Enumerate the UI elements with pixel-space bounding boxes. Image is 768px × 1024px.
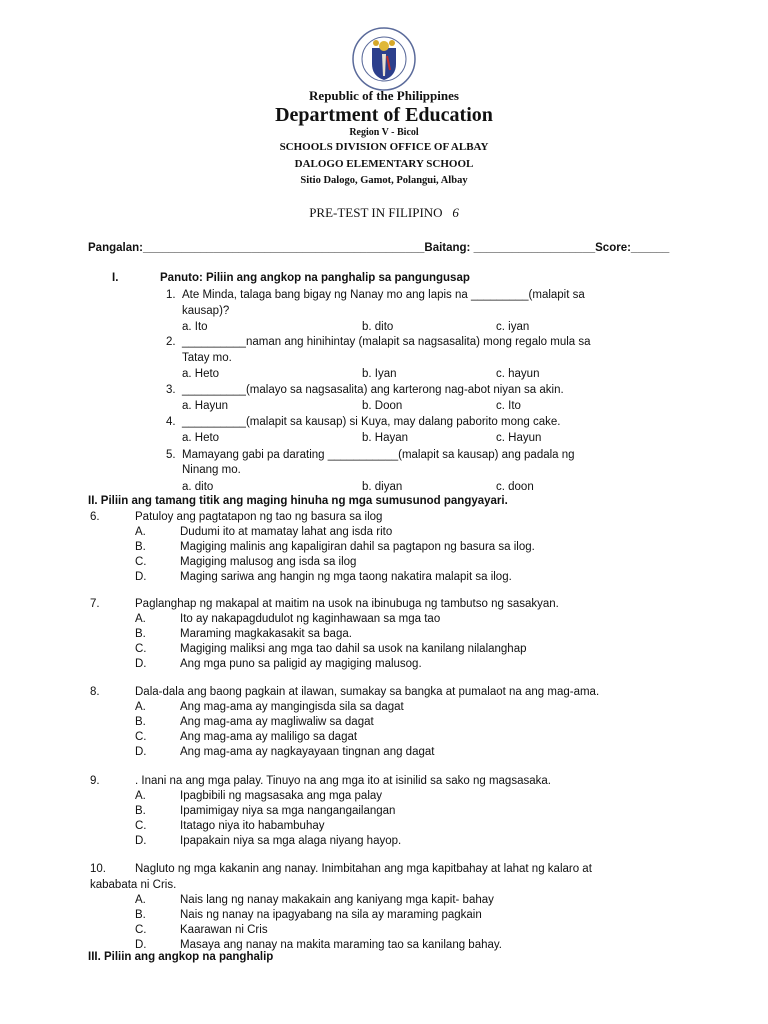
question-number: 9.: [90, 775, 100, 787]
choice-text: Dudumi ito at mamatay lahat ang isda rito: [180, 526, 393, 538]
choice-text: Ipagbibili ng magsasaka ang mga palay: [180, 790, 383, 802]
choice-text: Ito ay nakapagdudulot ng kaginhawaan sa mga tao: [180, 613, 441, 625]
score-label: Score:: [595, 242, 631, 254]
question-text: __________(malayo sa nagsasalita) ang karterong nag-abot niyan sa akin.: [182, 384, 564, 396]
choice-text: Ang mga puno sa paligid ay magiging malusog.: [180, 658, 422, 670]
answer-option: c. iyan: [496, 321, 530, 333]
choice-text: Nais lang ng nanay makakain ang kaniyang mga kapit- bahay: [180, 894, 494, 906]
question-text: kausap)?: [182, 305, 230, 317]
grade-number: 6: [452, 205, 459, 220]
choice-text: Magiging malinis ang kapaligiran dahil sa pagtapon ng basura sa ilog.: [180, 541, 535, 553]
choice-letter: C.: [135, 556, 147, 568]
choice-letter: C.: [135, 924, 147, 936]
question-number: 7.: [90, 598, 100, 610]
choice-letter: A.: [135, 790, 146, 802]
choice-text: Ipamimigay niya sa mga nangangailangan: [180, 805, 396, 817]
question-text: __________(malapit sa kausap) si Kuya, may dalang paborito mong cake.: [182, 416, 561, 428]
choice-letter: D.: [135, 658, 147, 670]
choice-letter: D.: [135, 939, 147, 951]
answer-option: c. Hayun: [496, 432, 542, 444]
question-text: Ninang mo.: [182, 464, 241, 476]
score-blank[interactable]: ______: [630, 242, 670, 254]
choice-text: Ang mag-ama ay maliligo sa dagat: [180, 731, 358, 743]
question-number: 3.: [166, 384, 176, 396]
choice-letter: B.: [135, 541, 146, 553]
part1-instruction: Panuto: Piliin ang angkop na panghalip sa pangungusap: [160, 272, 470, 284]
answer-option: b. Iyan: [362, 368, 397, 380]
choice-letter: D.: [135, 746, 147, 758]
answer-option: a. Heto: [182, 432, 220, 444]
choice-text: Kaarawan ni Cris: [180, 924, 268, 936]
part3-instruction: III. Piliin ang angkop na panghalip: [88, 951, 274, 963]
choice-letter: D.: [135, 835, 147, 847]
answer-option: a. dito: [182, 481, 214, 493]
answer-option: c. doon: [496, 481, 534, 493]
choice-text: Itatago niya ito habambuhay: [180, 820, 325, 832]
question-number: 2.: [166, 336, 176, 348]
division-line: SCHOOLS DIVISION OFFICE OF ALBAY: [279, 141, 489, 153]
answer-option: c. hayun: [496, 368, 540, 380]
answer-option: b. diyan: [362, 481, 403, 493]
choice-letter: A.: [135, 894, 146, 906]
school-address: Sitio Dalogo, Gamot, Polangui, Albay: [300, 175, 468, 186]
grade-label: Baitang:: [424, 242, 471, 254]
answer-option: a. Heto: [182, 368, 220, 380]
question-text: Paglanghap ng makapal at maitim na usok na ibinubuga ng tambutso ng sasakyan.: [135, 598, 559, 610]
question-text: Dala-dala ang baong pagkain at ilawan, sumakay sa bangka at pumalaot na ang mag-ama.: [135, 686, 600, 698]
question-number: 1.: [166, 289, 176, 301]
choice-text: Ang mag-ama ay mangingisda sila sa dagat: [180, 701, 404, 713]
question-number: 5.: [166, 449, 176, 461]
answer-option: b. Hayan: [362, 432, 409, 444]
name-label: Pangalan:: [88, 242, 143, 254]
region-line: Region V - Bicol: [349, 127, 419, 138]
question-text: kababata ni Cris.: [90, 879, 177, 891]
question-text: Patuloy ang pagtatapon ng tao ng basura sa ilog: [135, 511, 383, 523]
question-number: 10.: [90, 863, 106, 875]
choice-text: Ipapakain niya sa mga alaga niyang hayop.: [180, 835, 402, 847]
choice-letter: A.: [135, 613, 146, 625]
school-name: DALOGO ELEMENTARY SCHOOL: [294, 158, 474, 170]
choice-text: Ang mag-ama ay nagkayayaan tingnan ang dagat: [180, 746, 435, 758]
choice-letter: A.: [135, 701, 146, 713]
question-text: Tatay mo.: [182, 352, 232, 364]
choice-text: Masaya ang nanay na makita maraming tao sa kanilang bahay.: [180, 939, 502, 951]
choice-letter: D.: [135, 571, 147, 583]
choice-letter: B.: [135, 805, 146, 817]
question-number: 8.: [90, 686, 100, 698]
republic-line: Republic of the Philippines: [309, 88, 459, 103]
answer-option: a. Ito: [182, 321, 208, 333]
test-title: [0, 205, 768, 221]
choice-letter: C.: [135, 820, 147, 832]
answer-option: b. dito: [362, 321, 394, 333]
choice-letter: C.: [135, 643, 147, 655]
department-title: Department of Education: [275, 104, 493, 126]
question-number: 4.: [166, 416, 176, 428]
choice-letter: C.: [135, 731, 147, 743]
part2-instruction: II. Piliin ang tamang titik ang maging hinuha ng mga sumusunod pangyayari.: [88, 495, 508, 507]
choice-text: Magiging maliksi ang mga tao dahil sa usok na kanilang nilalanghap: [180, 643, 527, 655]
choice-letter: B.: [135, 716, 146, 728]
question-text: Mamayang gabi pa darating ___________(malapit sa kausap) ang padala ng: [182, 449, 575, 461]
choice-text: Maraming magkakasakit sa baga.: [180, 628, 352, 640]
name-blank[interactable]: ____________________________________________: [142, 242, 425, 254]
deped-seal-logo: [340, 26, 428, 92]
question-text: . Inani na ang mga palay. Tinuyo na ang mga ito at isinilid sa sako ng magsasaka.: [135, 775, 551, 787]
choice-letter: B.: [135, 628, 146, 640]
answer-option: c. Ito: [496, 400, 521, 412]
student-info-fields: [88, 241, 669, 255]
grade-blank[interactable]: ___________________: [473, 242, 596, 254]
choice-text: Maging sariwa ang hangin ng mga taong nakatira malapit sa ilog.: [180, 571, 512, 583]
answer-option: a. Hayun: [182, 400, 229, 412]
question-text: Nagluto ng mga kakanin ang nanay. Inimbitahan ang mga kapitbahay at lahat ng kalaro at: [135, 863, 592, 875]
choice-letter: A.: [135, 526, 146, 538]
choice-letter: B.: [135, 909, 146, 921]
question-number: 6.: [90, 511, 100, 523]
question-text: Ate Minda, talaga bang bigay ng Nanay mo ang lapis na _________(malapit sa: [182, 289, 585, 301]
choice-text: Magiging malusog ang isda sa ilog: [180, 556, 357, 568]
question-text: __________naman ang hinihintay (malapit sa nagsasalita) mong regalo mula sa: [182, 336, 591, 348]
test-title-text: PRE-TEST IN FILIPINO: [309, 205, 443, 220]
answer-option: b. Doon: [362, 400, 403, 412]
choice-text: Nais ng nanay na ipagyabang na sila ay maraming pagkain: [180, 909, 482, 921]
part1-number: I.: [112, 272, 119, 284]
choice-text: Ang mag-ama ay magliwaliw sa dagat: [180, 716, 374, 728]
